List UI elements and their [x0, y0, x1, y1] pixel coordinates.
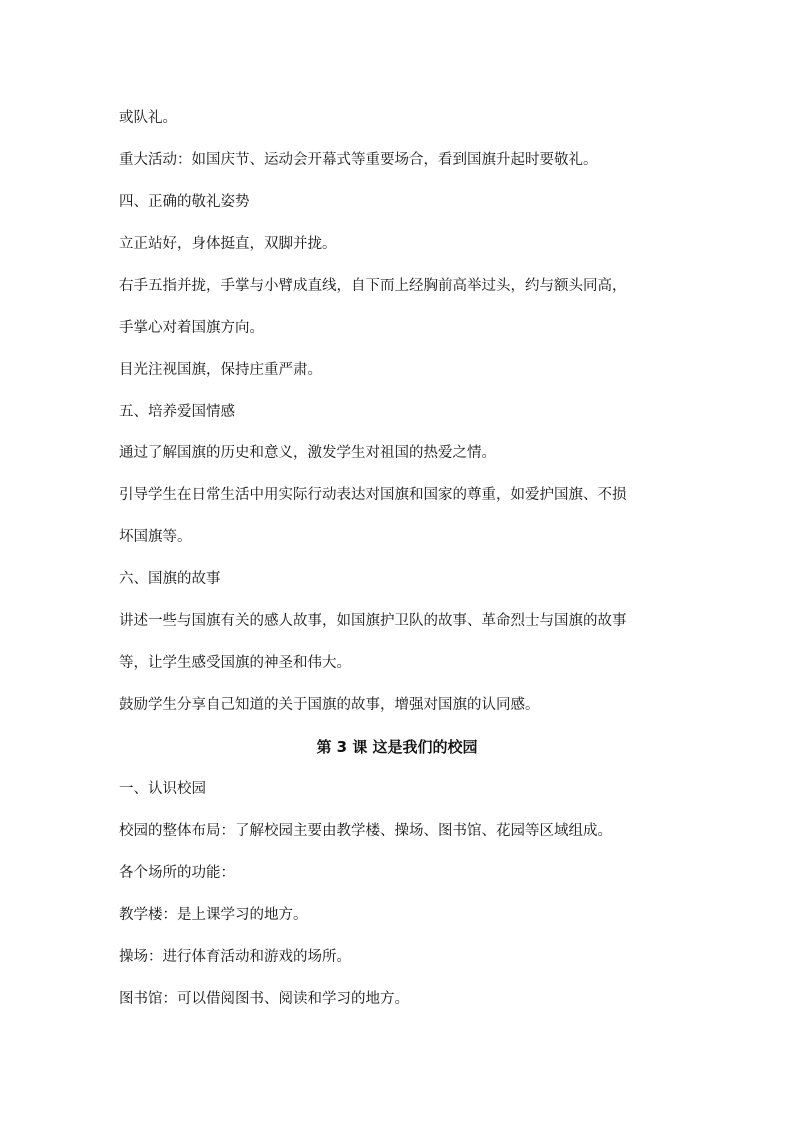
text-line: 鼓励学生分享自己知道的关于国旗的故事，增强对国旗的认同感。	[119, 697, 540, 713]
text-line: 立正站好，身体挺直，双脚并拢。	[119, 236, 337, 252]
lesson-title: 第 3 课 这是我们的校园	[316, 738, 478, 756]
text-line: 通过了解国旗的历史和意义，激发学生对祖国的热爱之情。	[119, 445, 496, 461]
text-line: 图书馆：可以借阅图书、阅读和学习的地方。	[119, 991, 409, 1007]
text-line: 手掌心对着国旗方向。	[119, 320, 264, 336]
text-line: 教学楼：是上课学习的地方。	[119, 907, 308, 923]
section-heading: 五、培养爱国情感	[119, 404, 235, 420]
text-line: 或队礼。	[119, 110, 177, 126]
text-line: 各个场所的功能：	[119, 865, 235, 881]
text-line: 目光注视国旗，保持庄重严肃。	[119, 362, 322, 378]
section-heading: 六、国旗的故事	[119, 571, 221, 587]
text-line: 重大活动：如国庆节、运动会开幕式等重要场合，看到国旗升起时要敬礼。	[119, 152, 598, 168]
section-heading: 四、正确的敬礼姿势	[119, 194, 250, 210]
text-line: 校园的整体布局：了解校园主要由教学楼、操场、图书馆、花园等区域组成。	[119, 823, 612, 839]
text-line: 等，让学生感受国旗的神圣和伟大。	[119, 655, 351, 671]
text-line: 操场：进行体育活动和游戏的场所。	[119, 949, 351, 965]
text-line: 引导学生在日常生活中用实际行动表达对国旗和国家的尊重，如爱护国旗、不损	[119, 487, 627, 503]
section-heading: 一、认识校园	[119, 781, 206, 797]
text-line: 讲述一些与国旗有关的感人故事，如国旗护卫队的故事、革命烈士与国旗的故事	[119, 613, 627, 629]
text-line: 坏国旗等。	[119, 529, 192, 545]
text-line: 右手五指并拢，手掌与小臂成直线，自下而上经胸前高举过头，约与额头同高，	[119, 278, 627, 294]
